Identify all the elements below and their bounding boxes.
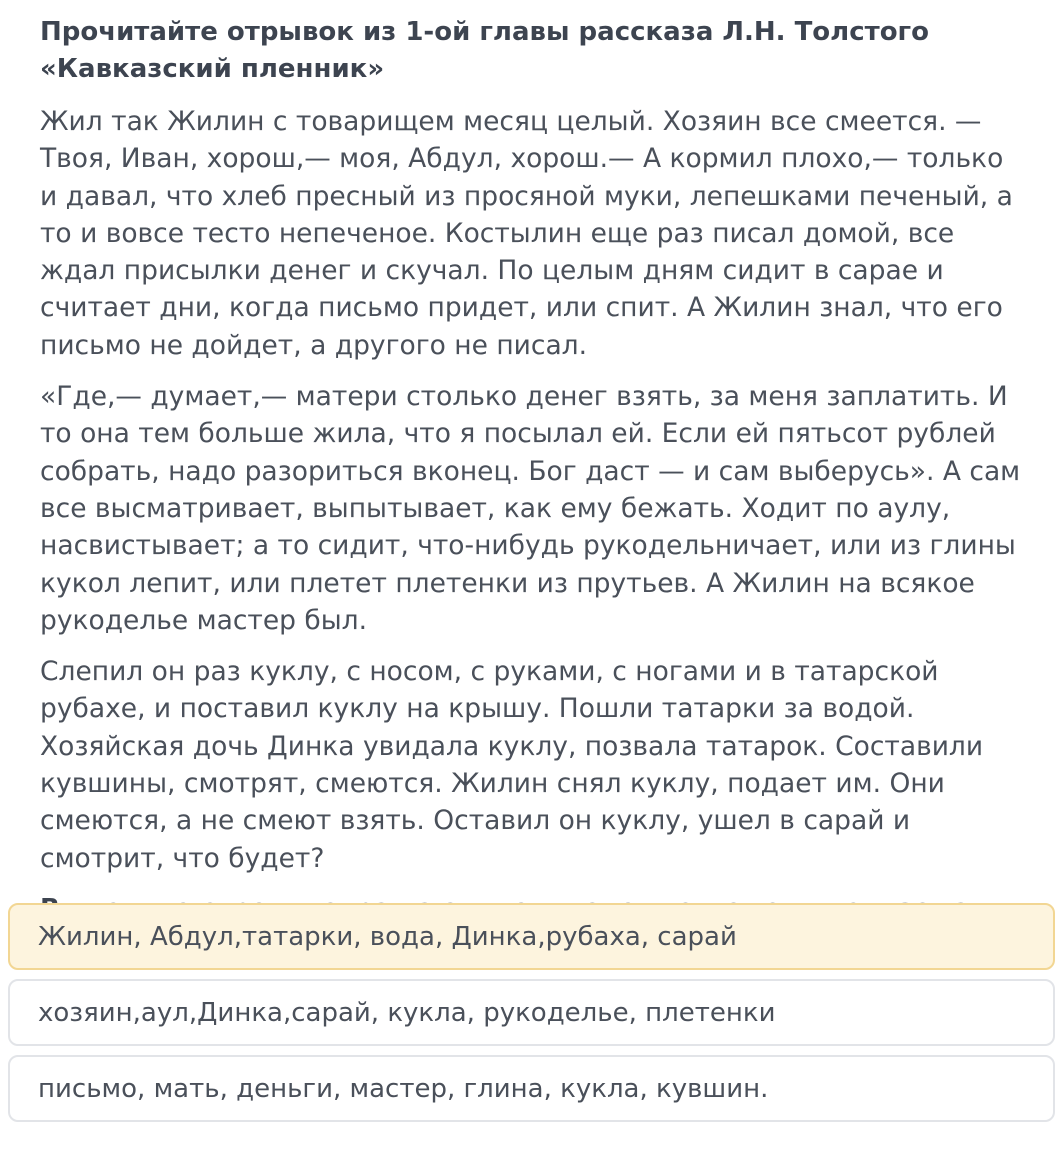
task-title: Прочитайте отрывок из 1-ой главы рассказа Л.Н. Толстого «Кавказский пленник» xyxy=(40,17,930,84)
answer-option-3[interactable] xyxy=(8,1055,1055,1122)
passage-paragraph-1: Жил так Жилин с товарищем месяц целый. Хозяин все смеется. — Твоя, Иван, хорош,— моя, Абдул, хорош.— А кормил плохо,— только и давал, что хлеб пресный из просяной муки, лепешками печеный, а то и вовсе тесто непеченое. Костылин еще раз писал домой, все ждал присылки денег и скучал. По целым дням сидит в сарае и считает дни, когда письмо придет, или спит. А Жилин знал, что его письмо не дойдет, а другого не писал. xyxy=(40,106,1013,361)
answer-option-label: письмо, мать, деньги, мастер, глина, кукла, кувшин. xyxy=(38,1073,769,1104)
task-content xyxy=(40,0,1025,928)
answer-option-1[interactable] xyxy=(8,903,1055,970)
answer-option-label: Жилин, Абдул,татарки, вода, Динка,рубаха, сарай xyxy=(38,921,737,952)
answer-options xyxy=(8,903,1055,1131)
answer-option-2[interactable] xyxy=(8,979,1055,1046)
passage-paragraph-3: Слепил он раз куклу, с носом, с руками, с ногами и в татарской рубахе, и поставил куклу на крышу. Пошли татарки за водой. Хозяйская дочь Динка увидала куклу, позвала татарок. Составили кувшины, смотрят, смеются. Жилин снял куклу, подает им. Они смеются, а не смеют взять. Оставил он куклу, ушел в сарай и смотрит, что будет? xyxy=(40,656,984,874)
answer-option-label: хозяин,аул,Динка,сарай, кукла, рукоделье, плетенки xyxy=(38,997,776,1028)
passage-paragraph-2: «Где,— думает,— матери столько денег взять, за меня заплатить. И то она тем больше жила, что я посылал ей. Если ей пятьсот рублей собрать, надо разориться вконец. Бог даст — и сам выберусь». А сам все высматривает, выпытывает, как ему бежать. Ходит по аулу, насвистывает; а то сидит, что-нибудь рукодельничает, или из глины кукол лепит, или плетет плетенки из прутьев. А Жилин на всякое рукоделье мастер был. xyxy=(40,381,1021,636)
